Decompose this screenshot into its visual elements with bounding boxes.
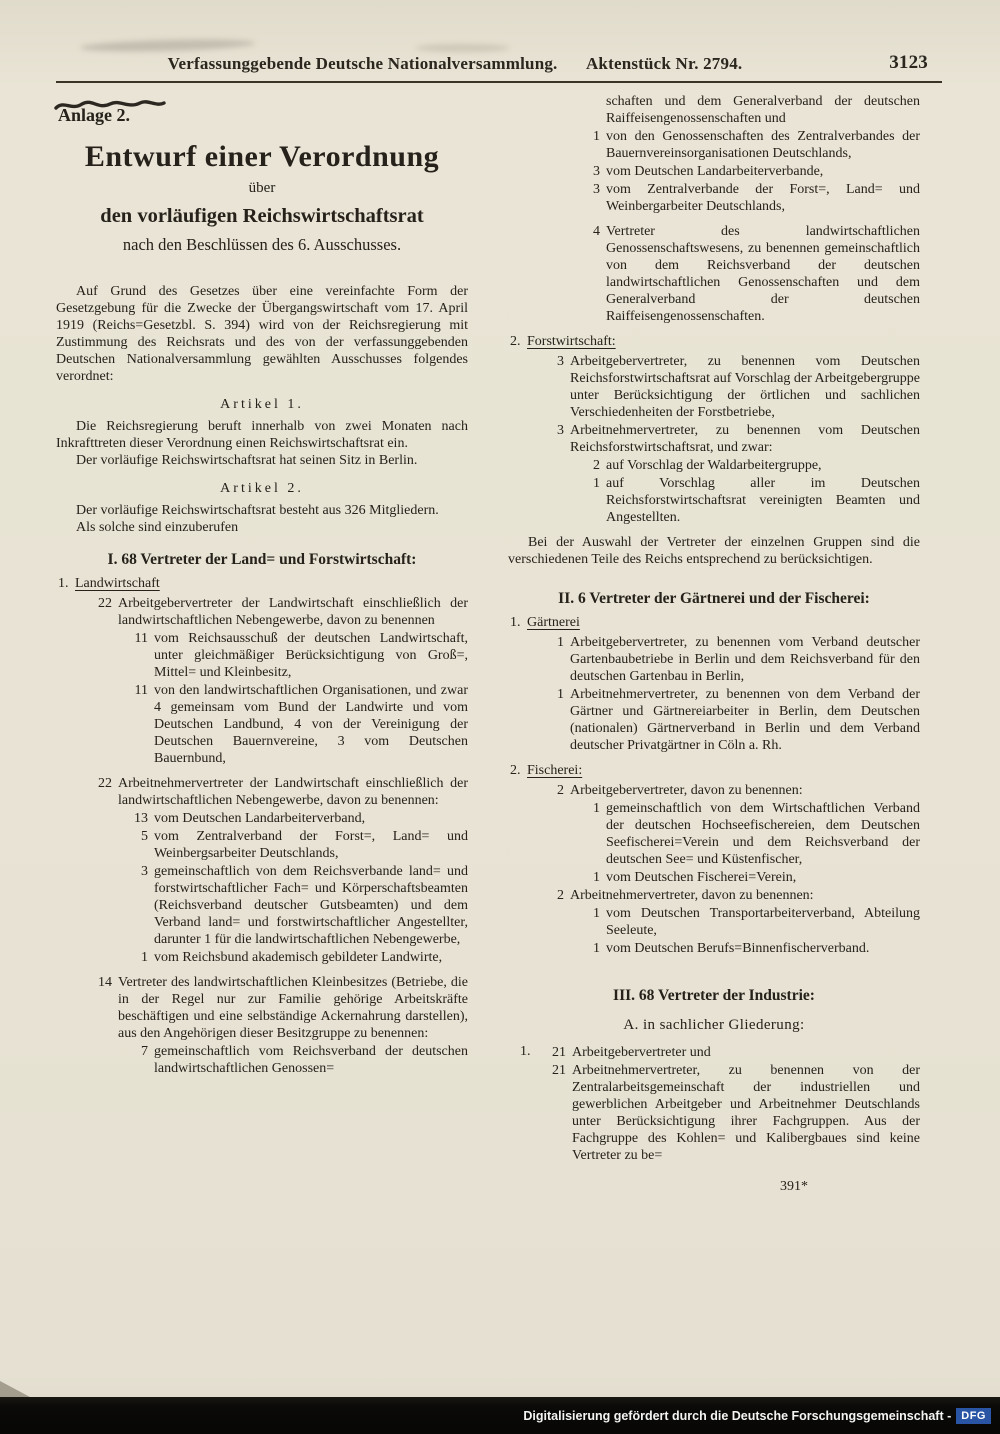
list-item xyxy=(546,1062,920,1164)
document-number: Aktenstück Nr. 2794. xyxy=(585,54,743,73)
section-2-heading: II. 6 Vertreter der Gärtnerei und der Fischerei: xyxy=(558,590,870,607)
item-text: Arbeitnehmervertreter, davon zu benennen: xyxy=(570,888,814,903)
list-item xyxy=(580,223,920,325)
item-number: 11 xyxy=(134,631,148,646)
item-text: vom Reichsbund akademisch gebildeter Landwirte, xyxy=(154,950,443,965)
annex-label: Anlage 2. xyxy=(58,105,130,125)
decree-subject: den vorläufigen Reichswirtschaftsrat xyxy=(100,205,424,227)
page-masthead xyxy=(0,0,1000,74)
list-item xyxy=(544,686,920,754)
item-number: 1 xyxy=(593,941,600,956)
list-item xyxy=(128,630,468,681)
article-2-heading: Artikel 2. xyxy=(220,481,304,496)
digitization-footer-bar xyxy=(0,1397,1000,1434)
title-connector: über xyxy=(248,180,276,196)
item-number: 11 xyxy=(134,683,148,698)
item-number: 7 xyxy=(141,1044,148,1059)
item-number: 3 xyxy=(593,164,600,179)
two-column-body xyxy=(0,83,1000,1195)
list-item xyxy=(128,949,468,966)
item-text: vom Deutschen Landarbeiterverbande, xyxy=(606,164,824,179)
ink-squiggle-artifact xyxy=(54,96,166,114)
industry-sublist xyxy=(546,1043,920,1164)
item-number: 1 xyxy=(593,870,600,885)
list-item xyxy=(128,1043,468,1077)
list-item xyxy=(580,457,920,474)
list-item xyxy=(128,682,468,767)
list-item xyxy=(580,940,920,957)
list-item xyxy=(92,775,468,809)
subsection-label: 2. xyxy=(510,334,521,349)
industry-group-1 xyxy=(520,1043,920,1164)
item-text: Arbeitgebervertreter der Landwirtschaft einschließlich der landwirtschaftlichen Nebengewerbe, davon zu benennen xyxy=(118,596,468,628)
dfg-logo: DFG xyxy=(956,1408,991,1424)
item-text: Arbeitnehmervertreter, zu benennen vom Deutschen Reichsforstwirtschaftsrat, und zwar: xyxy=(570,423,920,455)
item-number: 4 xyxy=(593,224,600,239)
item-text: vom Deutschen Transportarbeiterverband, Abteilung Seeleute, xyxy=(606,906,920,938)
list-item xyxy=(580,475,920,526)
item-number: 3 xyxy=(557,423,564,438)
item-text: vom Reichsausschuß der deutschen Landwirtschaft, unter gleichmäßiger Berücksichtigung von Groß=, Mittel= und Kleinbesitz, xyxy=(154,631,468,680)
paper-corner-artifact xyxy=(0,1381,30,1397)
item-number: 2 xyxy=(557,783,564,798)
item-number: 14 xyxy=(98,975,112,990)
item-number: 1 xyxy=(593,129,600,144)
item-number: 2 xyxy=(557,888,564,903)
item-number: 3 xyxy=(141,864,148,879)
item-text: Arbeitgebervertreter, zu benennen vom Verband deutscher Gartenbaubetriebe in Berlin und dem Reichsverband für den deutschen Gartenbau in Berlin, xyxy=(570,635,920,684)
item-text: vom Zentralverband der Forst=, Land= und Weinbergsarbeiter Deutschlands, xyxy=(154,829,468,861)
list-item xyxy=(580,128,920,162)
subsection-label: 1. xyxy=(510,615,521,630)
item-text: vom Zentralverbande der Forst=, Land= und Weinbergarbeiter Deutschlands, xyxy=(606,182,920,214)
continuation-text: schaften und dem Generalverband der deutschen Raiffeisengenossenschaften und xyxy=(606,94,920,126)
item-marker: 1. xyxy=(520,1044,531,1059)
item-number: 5 xyxy=(141,829,148,844)
item-text: vom Deutschen Fischerei=Verein, xyxy=(606,870,797,885)
item-text: Vertreter des landwirtschaftlichen Kleinbesitzes (Betriebe, die in der Regel nur zur Familie gehörige Arbeitskräfte beschäftigen und eine selbständige Ackernahrung darstellen), aus den Angehörigen dieser Besitzgruppe zu benennen: xyxy=(118,975,468,1041)
item-number: 1 xyxy=(593,801,600,816)
item-number: 1 xyxy=(593,476,600,491)
subsection-forestry xyxy=(510,333,920,350)
list-item xyxy=(580,181,920,215)
list-item xyxy=(546,1044,920,1061)
item-text: Arbeitnehmervertreter, zu benennen von dem Verband der Gärtner und Gärtnereiarbeiter in Berlin, dem Deutschen (nationalen) Gärtnerverband in Berlin und dem Verband deutscher Privatgärtner in Cöln a. Rh. xyxy=(570,687,920,753)
article-1-paragraph-1: Die Reichsregierung beruft innerhalb von zwei Monaten nach Inkrafttreten dieser Verordnung einen Reichswirtschaftsrat ein. xyxy=(56,419,468,451)
item-text: gemeinschaftlich von dem Wirtschaftlichen Verband der deutschen Hochseefischereien, dem Deutschen Seefischerei=Verein und dem Reichsverband der deutschen See= und Küstenfischer, xyxy=(606,801,920,867)
item-text: Vertreter des landwirtschaftlichen Genossenschaftswesens, zu benennen gemeinschaftlich von dem Reichsverband der deutschen landwirtschaftlichen Genossenschaften und dem Generalverband der deutschen Raiffeisengenossenschaften. xyxy=(606,224,920,324)
subsection-title: Gärtnerei xyxy=(527,615,580,630)
item-number: 3 xyxy=(593,182,600,197)
subsection-label: 2. xyxy=(510,763,521,778)
item-text: Arbeitnehmervertreter der Landwirtschaft einschließlich der landwirtschaftlichen Nebengewerbe, davon zu benennen: xyxy=(118,776,468,808)
subsection-title: Forstwirtschaft: xyxy=(527,334,616,349)
article-1-paragraph-2: Der vorläufige Reichswirtschaftsrat hat seinen Sitz in Berlin. xyxy=(76,453,418,468)
decree-basis: nach den Beschlüssen des 6. Ausschusses. xyxy=(122,235,402,254)
item-number: 22 xyxy=(98,776,112,791)
list-item xyxy=(544,353,920,421)
item-number: 2 xyxy=(593,458,600,473)
right-column xyxy=(508,93,920,1195)
decree-title: Entwurf einer Verordnung xyxy=(84,140,440,173)
section-3-subheading: A. in sachlicher Gliederung: xyxy=(623,1017,805,1033)
left-column xyxy=(56,93,468,1195)
item-number: 1 xyxy=(557,687,564,702)
subsection-agriculture xyxy=(58,575,468,592)
list-item xyxy=(128,828,468,862)
note-paragraph: Bei der Auswahl der Vertreter der einzelnen Gruppen sind die verschiedenen Teile des Reichs entsprechend zu berücksichtigen. xyxy=(508,535,920,567)
item-text: gemeinschaftlich vom Reichsverband der deutschen landwirtschaftlichen Genossen= xyxy=(154,1044,468,1076)
item-text: von den Genossenschaften des Zentralverbandes der Bauernvereinsorganisationen Deutschlands, xyxy=(606,129,920,161)
list-item xyxy=(92,974,468,1042)
item-text: auf Vorschlag der Waldarbeitergruppe, xyxy=(606,458,822,473)
list-item xyxy=(544,422,920,456)
item-number: 22 xyxy=(98,596,112,611)
item-text: Arbeitnehmervertreter, zu benennen von der Zentralarbeitsgemeinschaft der industriellen und gewerblichen Arbeitgeber und Arbeitnehmer Deutschlands unter Berücksichtigung ihrer Fachgruppen. Aus der Fachgruppe des Kohlen= und Kalibergbaues sind keine Vertreter zu be= xyxy=(572,1063,920,1163)
item-number: 13 xyxy=(134,811,148,826)
subsection-title: Fischerei: xyxy=(527,763,583,778)
item-number: 1 xyxy=(557,635,564,650)
section-1-heading: I. 68 Vertreter der Land= und Forstwirtschaft: xyxy=(107,551,417,568)
item-text: auf Vorschlag aller im Deutschen Reichsforstwirtschaftsrat vereinigten Beamten und Angestellten. xyxy=(606,476,920,525)
section-3-heading: III. 68 Vertreter der Industrie: xyxy=(613,987,815,1004)
subsection-title: Landwirtschaft xyxy=(75,576,160,591)
item-text: Arbeitgebervertreter und xyxy=(572,1045,711,1060)
intro-paragraph: Auf Grund des Gesetzes über eine vereinfachte Form der Gesetzgebung für die Zwecke der Übergangswirtschaft vom 17. April 1919 (Reichs=Gesetzbl. S. 394) wird von der Reichsregierung mit Zustimmung des Reichsrats und des von der verfassunggebenden Deutschen Nationalversammlung gewählten Ausschusses folgendes verordnet: xyxy=(56,284,468,384)
item-text: vom Deutschen Landarbeiterverband, xyxy=(154,811,366,826)
list-item xyxy=(128,863,468,948)
item-text: Arbeitgebervertreter, zu benennen vom Deutschen Reichsforstwirtschaftsrat auf Vorschlag der Arbeitgebergruppe unter Berücksichtigung der örtlichen und sachlichen Verschiedenheiten der Forstbetriebe, xyxy=(570,354,920,420)
page-number: 3123 xyxy=(889,52,928,73)
list-item xyxy=(128,810,468,827)
item-text: von den landwirtschaftlichen Organisationen, und zwar 4 gemeinsam vom Bund der Landwirte und vom Deutschen Landbund, 4 von der Vereinigung der Deutschen Bauernvereine, 3 vom Deutschen Bauernbund, xyxy=(154,683,468,766)
subsection-label: 1. xyxy=(58,576,69,591)
item-text: gemeinschaftlich von dem Reichsverbande land= und forstwirtschaftlicher Fach= und Körperschaftsbeamten (Reichsverband deutscher Gutsbeamten) und dem Verband land= und forstwirtschaftlicher Angestellter, darunter 1 für die landwirtschaftlichen Nebengewerbe, xyxy=(154,864,468,947)
list-item xyxy=(580,905,920,939)
digitization-credit: Digitalisierung gefördert durch die Deutsche Forschungsgemeinschaft - xyxy=(523,1408,952,1423)
article-2-paragraph-2: Als solche sind einzuberufen xyxy=(76,520,239,535)
subsection-fishery xyxy=(510,762,920,779)
list-item xyxy=(544,782,920,799)
article-2-paragraph-1: Der vorläufige Reichswirtschaftsrat besteht aus 326 Mitgliedern. xyxy=(76,503,439,518)
item-number: 3 xyxy=(557,354,564,369)
item-text: vom Deutschen Berufs=Binnenfischerverband. xyxy=(606,941,870,956)
sheet-mark: 391* xyxy=(780,1179,808,1194)
item-number: 1 xyxy=(593,906,600,921)
item-number: 21 xyxy=(552,1045,566,1060)
article-1-heading: Artikel 1. xyxy=(220,397,304,412)
journal-title: Verfassunggebende Deutsche Nationalversammlung. xyxy=(167,54,558,73)
list-item xyxy=(580,163,920,180)
list-item xyxy=(580,800,920,868)
item-number: 21 xyxy=(552,1063,566,1078)
subsection-horticulture xyxy=(510,614,920,631)
list-item xyxy=(544,634,920,685)
list-item xyxy=(544,887,920,904)
item-text: Arbeitgebervertreter, davon zu benennen: xyxy=(570,783,803,798)
item-number: 1 xyxy=(141,950,148,965)
list-item xyxy=(580,869,920,886)
list-item xyxy=(92,595,468,629)
